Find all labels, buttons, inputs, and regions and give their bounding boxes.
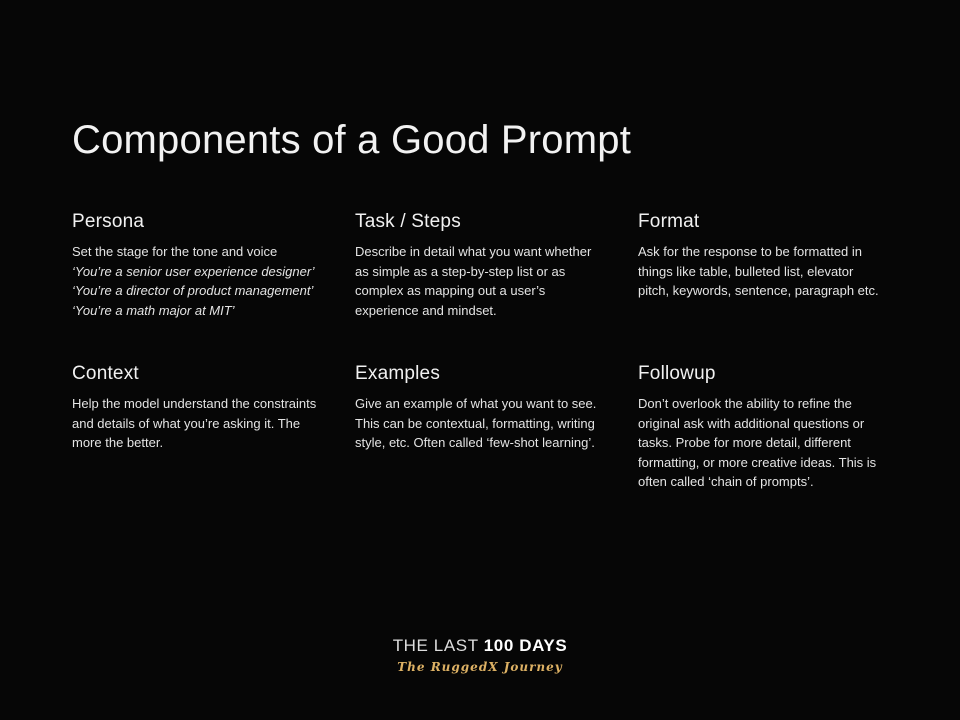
section-body-persona: Set the stage for the tone and voice: [72, 244, 278, 259]
section-task-steps: [355, 210, 605, 320]
persona-quote-2: ‘You’re a director of product management’: [72, 283, 314, 298]
section-heading-followup: Followup: [638, 363, 716, 384]
brand-bold-text: 100 DAYS: [483, 636, 568, 655]
section-heading-context: Context: [72, 363, 139, 384]
section-heading-persona: Persona: [72, 211, 145, 232]
section-body-examples: Give an example of what you want to see. This can be contextual, formatting, writing style, etc. Often called ‘few-shot learning’.: [355, 396, 597, 450]
sections-grid: [72, 210, 888, 492]
section-persona: [72, 210, 322, 320]
section-heading-format: Format: [638, 211, 700, 232]
brand-tagline: The RuggedX Journey: [397, 660, 563, 674]
section-body-task-steps: Describe in detail what you want whether as simple as a step-by-step list or as complex as mapping out a user’s experience and mindset.: [355, 244, 592, 318]
section-examples: [355, 362, 605, 453]
brand-wordmark: [0, 636, 960, 656]
brand-regular-text: THE LAST: [392, 636, 484, 655]
section-heading-task-steps: Task / Steps: [355, 211, 461, 232]
section-body-format: Ask for the response to be formatted in things like table, bulleted list, elevator pitch, keywords, sentence, paragraph etc.: [638, 244, 879, 298]
footer-logo: [0, 636, 960, 674]
section-followup: [638, 362, 888, 492]
slide-title: Components of a Good Prompt: [72, 118, 632, 162]
section-format: [638, 210, 888, 301]
section-heading-examples: Examples: [355, 363, 441, 384]
persona-quote-3: ‘You’re a math major at MIT’: [72, 302, 235, 318]
section-context: [72, 362, 322, 453]
section-body-followup: Don’t overlook the ability to refine the original ask with additional questions or tasks. Probe for more detail, different formatting, or more creative ideas. This is often called ‘chain of prompts’.: [638, 396, 877, 489]
persona-quote-1: ‘You’re a senior user experience designer’: [72, 263, 315, 279]
section-body-context: Help the model understand the constraints and details of what you’re asking it. The more the better.: [72, 396, 317, 450]
